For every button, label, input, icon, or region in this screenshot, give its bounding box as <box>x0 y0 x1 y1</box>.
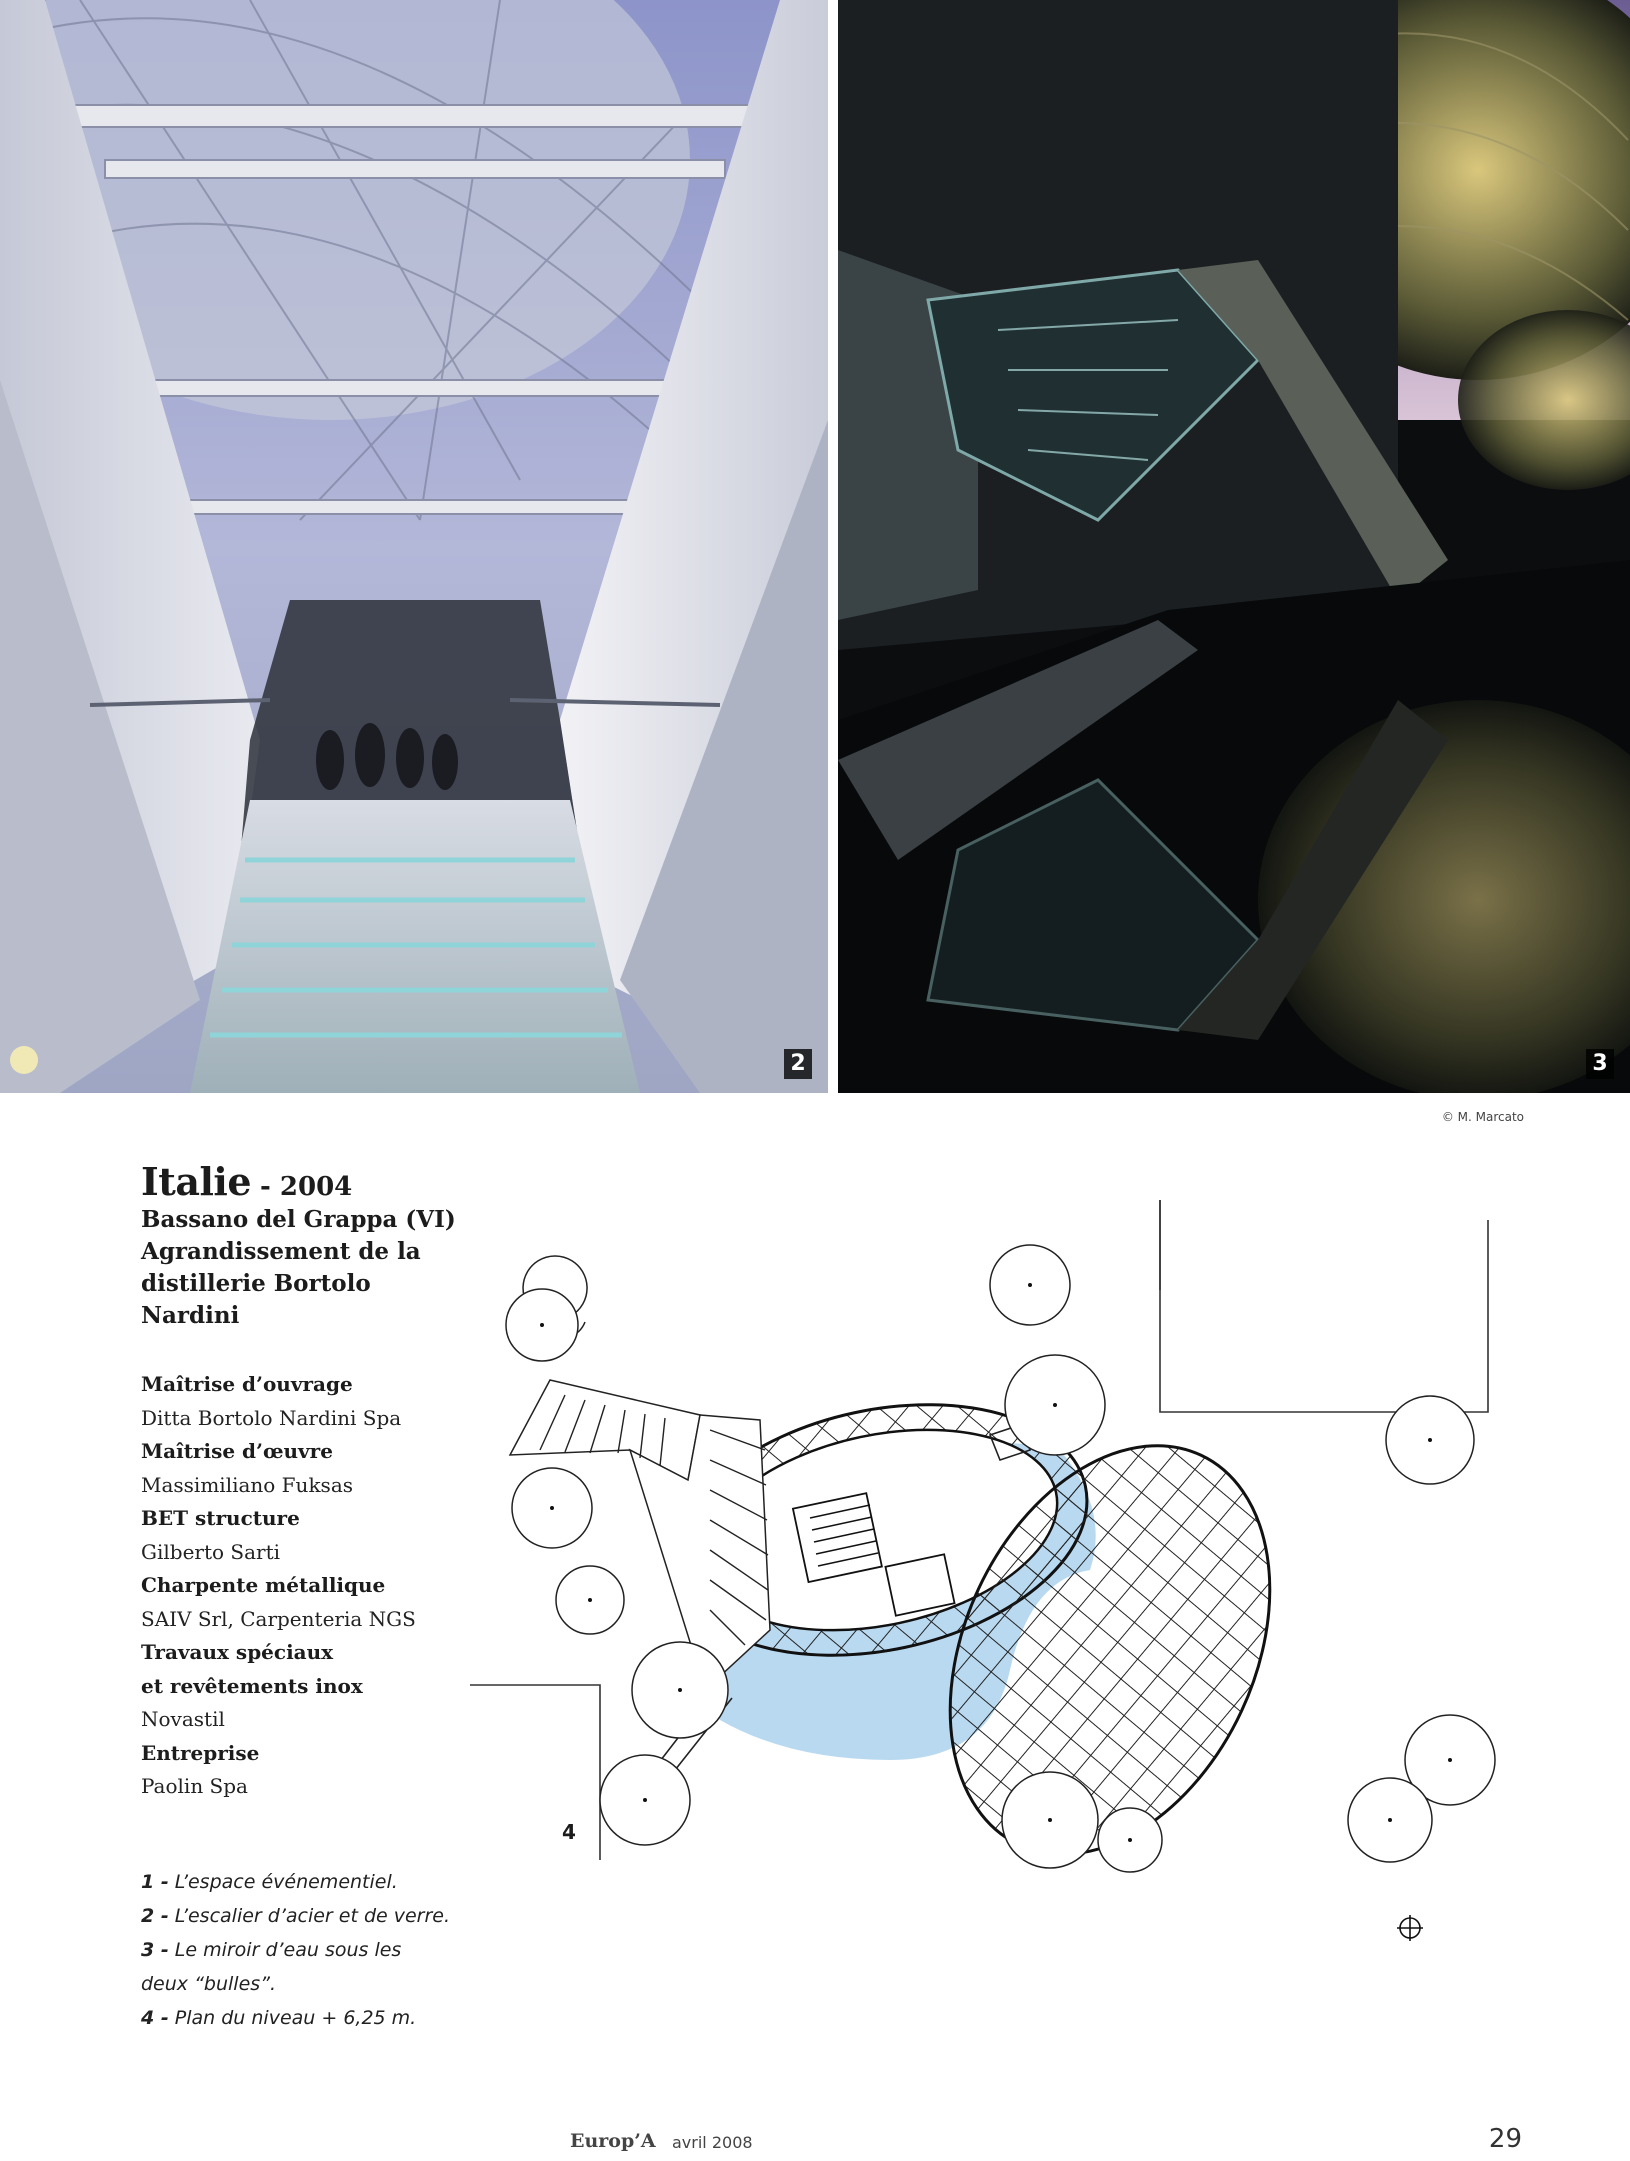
credit-role: Entreprise <box>141 1740 260 1765</box>
caption-text: L’escalier d’acier et de verre. <box>168 1905 451 1927</box>
page-number: 29 <box>1488 2124 1522 2154</box>
caption-text: Plan du niveau + 6,25 m. <box>168 2007 417 2029</box>
project-title-block <box>141 1160 481 1332</box>
country-year <box>141 1160 481 1204</box>
country: Italie <box>141 1159 251 1204</box>
caption-text: Le miroir d’eau sous les <box>168 1939 402 1961</box>
credit-name: Ditta Bortolo Nardini Spa <box>141 1405 402 1430</box>
credit-role: Charpente métallique <box>141 1573 386 1597</box>
staircase-image <box>0 0 828 1093</box>
year: 2004 <box>279 1172 353 1202</box>
site-plan <box>470 1200 1580 1980</box>
caption-number: 1 - <box>141 1871 169 1893</box>
plan-number: 4 <box>562 1820 576 1844</box>
credit-name: Novastil <box>141 1707 225 1731</box>
photo-number: 3 <box>1586 1049 1614 1079</box>
credit-name: Massimiliano Fuksas <box>141 1472 354 1497</box>
project-line: Nardini <box>141 1302 240 1329</box>
credit-role: Travaux spéciaux <box>141 1640 334 1664</box>
site-plan-drawing <box>470 1200 1580 1980</box>
magazine-name: Europ’A <box>570 2130 656 2152</box>
photo-water-mirror <box>838 0 1630 1093</box>
caption-number: 3 - <box>141 1939 169 1961</box>
caption-text: deux “bulles”. <box>141 1973 277 1995</box>
caption-line <box>141 1865 481 1899</box>
water-mirror-image <box>838 0 1630 1093</box>
caption-number: 2 - <box>141 1905 169 1927</box>
credit-role: BET structure <box>141 1506 300 1530</box>
credit-name: Paolin Spa <box>141 1774 248 1798</box>
figure-captions <box>141 1865 481 2035</box>
project-line: Agrandissement de la <box>141 1238 421 1265</box>
project-credits <box>141 1368 501 1804</box>
photo-number: 2 <box>784 1049 812 1079</box>
caption-number: 4 - <box>141 2007 169 2029</box>
caption-line <box>141 1967 481 2001</box>
north-arrow-icon <box>1397 1915 1423 1941</box>
credit-role: Maîtrise d’œuvre <box>141 1439 333 1463</box>
project-line: Bassano del Grappa (VI) <box>141 1206 456 1233</box>
credit-name: Gilberto Sarti <box>141 1539 281 1564</box>
photo-staircase <box>0 0 828 1093</box>
caption-line <box>141 1899 481 1933</box>
credit-role: et revêtements inox <box>141 1673 363 1698</box>
caption-line <box>141 1933 481 1967</box>
issue-date: avril 2008 <box>672 2133 753 2152</box>
caption-line <box>141 2001 481 2035</box>
year-separator: - <box>251 1172 280 1202</box>
project-line: distillerie Bortolo <box>141 1270 371 1297</box>
credit-name: SAIV Srl, Carpenteria NGS <box>141 1606 416 1631</box>
caption-text: L’espace événementiel. <box>168 1871 398 1893</box>
photo-credit: © M. Marcato <box>1441 1110 1524 1124</box>
credit-role: Maîtrise d’ouvrage <box>141 1372 353 1396</box>
